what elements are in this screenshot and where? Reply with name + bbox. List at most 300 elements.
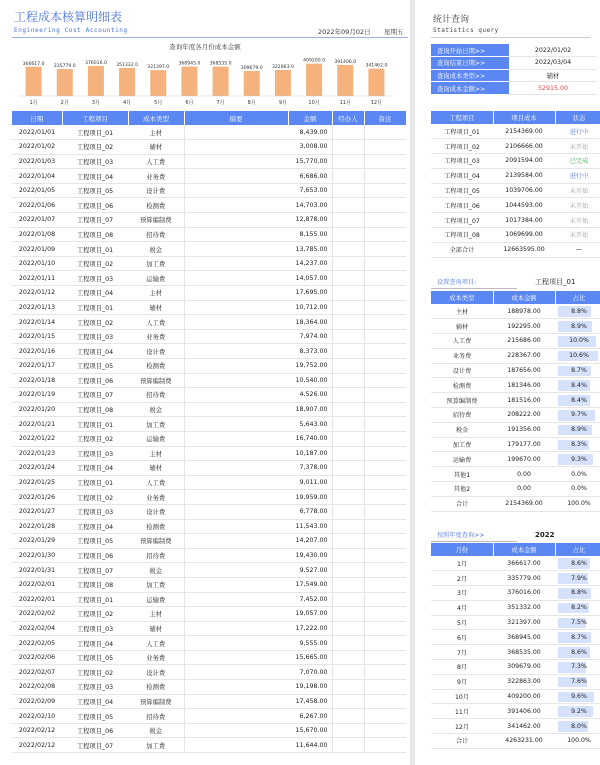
row-date: 2022/01/14 (12, 315, 62, 330)
project-name: 工程项目_03 (431, 154, 493, 169)
row-summary (184, 738, 288, 753)
ratio-text: 9.6% (571, 693, 587, 701)
table-row[interactable] (12, 431, 406, 446)
project-row[interactable] (431, 168, 600, 183)
chart-category-label: 11月 (339, 100, 351, 106)
cost-row-ratio (555, 348, 600, 363)
row-cost-type: 主材 (128, 125, 184, 140)
month-row-ratio (555, 645, 600, 660)
chart-value-label: 309679.0 (240, 65, 263, 71)
row-project: 工程项目_01 (62, 300, 128, 315)
row-cost-type: 检测费 (128, 680, 184, 695)
month-row-label: 11月 (431, 704, 493, 719)
month-row[interactable] (431, 630, 600, 645)
status-badge: 未开始 (555, 228, 600, 243)
row-amount: 9,011.00 (288, 475, 332, 490)
month-row[interactable] (431, 571, 600, 586)
row-project: 工程项目_04 (62, 286, 128, 301)
row-cost-type: 主材 (128, 446, 184, 461)
row-project: 工程项目_06 (62, 548, 128, 563)
cost-row[interactable] (431, 422, 600, 437)
table-row[interactable] (12, 373, 406, 388)
cost-row-label: 加工费 (431, 437, 493, 452)
row-remark (364, 709, 406, 724)
cost-row[interactable] (431, 393, 600, 408)
row-project: 工程项目_01 (62, 475, 128, 490)
chart-title: 查询年度各月份成本金额 (169, 43, 241, 51)
total-label: 全部合计 (431, 242, 493, 257)
table-row[interactable] (12, 402, 406, 417)
row-summary (184, 680, 288, 695)
chart-bar (275, 70, 291, 96)
cost-row[interactable] (431, 348, 600, 363)
project-name: 工程项目_01 (431, 124, 493, 139)
row-cost-type: 招待费 (128, 227, 184, 242)
chart-value-label: 321397.0 (147, 65, 170, 71)
row-cost-type: 业务费 (128, 490, 184, 505)
row-project: 工程项目_02 (62, 431, 128, 446)
chart-bar (368, 69, 384, 96)
project-cost: 1069699.00 (493, 228, 555, 243)
cost-row[interactable] (431, 408, 600, 423)
row-amount: 15,770.00 (288, 154, 332, 169)
month-row-amount: 351332.00 (493, 600, 555, 615)
query-start-row (431, 44, 597, 57)
month-row-ratio (555, 571, 600, 586)
row-summary (184, 650, 288, 665)
project-cost-table (431, 111, 600, 258)
row-amount: 19,959.00 (288, 490, 332, 505)
row-handler (332, 242, 364, 257)
table-row[interactable] (12, 154, 406, 169)
table-row[interactable] (12, 650, 406, 665)
table-row[interactable] (12, 300, 406, 315)
current-weekday: 星期五 (384, 28, 404, 36)
chart-value-label: 391406.0 (334, 59, 357, 65)
month-row-label: 2月 (431, 571, 493, 586)
project-row[interactable] (431, 213, 600, 228)
project-row[interactable] (431, 124, 600, 139)
table-row[interactable] (12, 359, 406, 374)
project-row[interactable] (431, 183, 600, 198)
cost-row-ratio (555, 467, 600, 482)
table-row[interactable] (12, 417, 406, 432)
row-summary (184, 213, 288, 228)
query-type-input[interactable]: 辅材 (509, 69, 597, 82)
header-cost-amount: 成本金额 (493, 291, 555, 304)
row-remark (364, 738, 406, 753)
table-row[interactable] (12, 723, 406, 738)
total-cell: 合计 (431, 496, 493, 511)
row-remark (364, 534, 406, 549)
header-cost-ratio: 占比 (555, 291, 600, 304)
row-amount: 7,653.00 (288, 183, 332, 198)
year-select-input[interactable]: 2022 (535, 531, 555, 539)
month-row-ratio (555, 660, 600, 675)
cost-row[interactable] (431, 319, 600, 334)
status-badge: 进行中 (555, 124, 600, 139)
row-project: 工程项目_03 (62, 446, 128, 461)
row-project: 工程项目_06 (62, 198, 128, 213)
month-row[interactable] (431, 586, 600, 601)
row-remark (364, 431, 406, 446)
cost-row[interactable] (431, 334, 600, 349)
month-row-amount: 321397.00 (493, 615, 555, 630)
cost-row-amount: 0.00 (493, 467, 555, 482)
month-row-label: 7月 (431, 645, 493, 660)
row-summary (184, 315, 288, 330)
table-row[interactable] (12, 329, 406, 344)
total-status: — (555, 242, 600, 257)
row-amount: 11,543.00 (288, 519, 332, 534)
month-row-amount: 368535.00 (493, 645, 555, 660)
row-summary (184, 577, 288, 592)
row-cost-type: 设计费 (128, 665, 184, 680)
row-amount: 17,222.00 (288, 621, 332, 636)
row-remark (364, 446, 406, 461)
project-select-label: 设置查询项目: (431, 277, 517, 289)
ratio-text: 8.8% (571, 307, 587, 315)
ratio-text: 7.9% (571, 574, 587, 582)
row-handler (332, 475, 364, 490)
row-date: 2022/01/26 (12, 490, 62, 505)
row-remark (364, 680, 406, 695)
row-amount: 7,452.00 (288, 592, 332, 607)
row-project: 工程项目_05 (62, 534, 128, 549)
row-amount: 9,527.00 (288, 563, 332, 578)
chart-category-label: 7月 (216, 100, 225, 106)
row-handler (332, 183, 364, 198)
row-date: 2022/01/21 (12, 417, 62, 432)
row-handler (332, 446, 364, 461)
row-summary (184, 344, 288, 359)
table-row[interactable] (12, 592, 406, 607)
row-date: 2022/01/15 (12, 329, 62, 344)
row-date: 2022/01/30 (12, 548, 62, 563)
row-handler (332, 169, 364, 184)
row-remark (364, 402, 406, 417)
month-row-ratio (555, 556, 600, 571)
table-row[interactable] (12, 461, 406, 476)
row-cost-type: 税金 (128, 402, 184, 417)
table-row[interactable] (12, 504, 406, 519)
row-handler (332, 738, 364, 753)
chart-value-label: 322863.0 (271, 65, 294, 71)
cost-row-ratio (555, 378, 600, 393)
table-row[interactable] (12, 286, 406, 301)
row-remark (364, 344, 406, 359)
chart-category-label: 8月 (247, 100, 256, 106)
row-date: 2022/01/09 (12, 242, 62, 257)
ratio-text: 8.7% (571, 633, 587, 641)
month-row-amount: 335779.00 (493, 571, 555, 586)
row-summary (184, 125, 288, 140)
chart-category-label: 1月 (29, 100, 38, 106)
month-row-ratio (555, 586, 600, 601)
row-cost-type: 预算编制费 (128, 373, 184, 388)
total-cell: 2154369.00 (493, 496, 555, 511)
month-row-label: 8月 (431, 660, 493, 675)
query-start-input[interactable]: 2022/01/02 (509, 44, 597, 57)
ratio-text: 8.6% (571, 559, 587, 567)
cost-row-ratio (555, 334, 600, 349)
row-date: 2022/01/24 (12, 461, 62, 476)
cost-row[interactable] (431, 363, 600, 378)
table-row[interactable] (12, 242, 406, 257)
table-row[interactable] (12, 577, 406, 592)
row-cost-type: 人工费 (128, 475, 184, 490)
cost-row-ratio (555, 482, 600, 497)
chart-value-label: 351332.0 (116, 62, 139, 68)
row-date: 2022/01/04 (12, 169, 62, 184)
cost-row[interactable] (431, 437, 600, 452)
table-row[interactable] (12, 475, 406, 490)
row-handler (332, 359, 364, 374)
row-handler (332, 534, 364, 549)
cost-row[interactable] (431, 452, 600, 467)
table-row[interactable] (12, 680, 406, 695)
row-project: 工程项目_04 (62, 169, 128, 184)
row-remark (364, 694, 406, 709)
row-summary (184, 242, 288, 257)
row-project: 工程项目_02 (62, 256, 128, 271)
row-cost-type: 加工费 (128, 256, 184, 271)
row-remark (364, 213, 406, 228)
row-summary (184, 227, 288, 242)
project-row[interactable] (431, 154, 600, 169)
row-remark (364, 271, 406, 286)
row-handler (332, 431, 364, 446)
ratio-text: 8.6% (571, 648, 587, 656)
cost-table-header (431, 291, 600, 304)
detail-table (12, 111, 407, 753)
month-row-amount: 409200.00 (493, 689, 555, 704)
month-table-header (431, 543, 600, 556)
detail-header-cell: 金额 (288, 111, 332, 125)
ratio-text: 8.8% (571, 589, 587, 597)
row-handler (332, 213, 364, 228)
month-row-amount: 366617.00 (493, 556, 555, 571)
row-summary (184, 504, 288, 519)
row-remark (364, 300, 406, 315)
row-date: 2022/01/03 (12, 154, 62, 169)
row-handler (332, 154, 364, 169)
month-row[interactable] (431, 719, 600, 734)
table-row[interactable] (12, 227, 406, 242)
row-project: 工程项目_01 (62, 417, 128, 432)
month-row[interactable] (431, 704, 600, 719)
table-row[interactable] (12, 388, 406, 403)
row-amount: 9,555.00 (288, 636, 332, 651)
row-date: 2022/01/22 (12, 431, 62, 446)
row-project: 工程项目_07 (62, 388, 128, 403)
table-row[interactable] (12, 125, 406, 140)
project-row[interactable] (431, 139, 600, 154)
row-project: 工程项目_01 (62, 125, 128, 140)
detail-header-cell: 日期 (12, 111, 62, 125)
row-project: 工程项目_03 (62, 504, 128, 519)
month-row[interactable] (431, 674, 600, 689)
chart-value-label: 366617.0 (22, 61, 45, 67)
row-cost-type: 辅材 (128, 621, 184, 636)
row-cost-type: 业务费 (128, 650, 184, 665)
row-date: 2022/01/31 (12, 563, 62, 578)
row-remark (364, 592, 406, 607)
cost-row-ratio (555, 422, 600, 437)
table-row[interactable] (12, 169, 406, 184)
row-remark (364, 286, 406, 301)
month-row-ratio (555, 615, 600, 630)
row-date: 2022/01/02 (12, 140, 62, 155)
cost-row-label: 检测费 (431, 378, 493, 393)
chart-category-label: 9月 (278, 100, 288, 106)
status-badge: 未开始 (555, 198, 600, 213)
table-row[interactable] (12, 738, 406, 753)
month-row-label: 9月 (431, 674, 493, 689)
table-row[interactable] (12, 563, 406, 578)
month-row[interactable] (431, 600, 600, 615)
row-project: 工程项目_04 (62, 519, 128, 534)
row-project: 工程项目_07 (62, 563, 128, 578)
month-row-amount: 376016.00 (493, 586, 555, 601)
month-row-label: 10月 (431, 689, 493, 704)
cost-row-amount: 215686.00 (493, 334, 555, 349)
table-row[interactable] (12, 621, 406, 636)
row-summary (184, 388, 288, 403)
header-month-ratio: 占比 (555, 543, 600, 556)
project-cost: 2139584.00 (493, 168, 555, 183)
month-row[interactable] (431, 689, 600, 704)
row-remark (364, 548, 406, 563)
row-cost-type: 辅材 (128, 461, 184, 476)
month-row[interactable] (431, 645, 600, 660)
cost-row[interactable] (431, 482, 600, 497)
row-amount: 17,458.00 (288, 694, 332, 709)
row-amount: 12,878.00 (288, 213, 332, 228)
ratio-text: 8.0% (571, 722, 587, 730)
row-date: 2022/01/06 (12, 198, 62, 213)
row-summary (184, 490, 288, 505)
row-summary (184, 475, 288, 490)
row-cost-type: 设计费 (128, 183, 184, 198)
table-row[interactable] (12, 213, 406, 228)
row-project: 工程项目_03 (62, 271, 128, 286)
row-date: 2022/02/04 (12, 621, 62, 636)
project-row[interactable] (431, 198, 600, 213)
total-cell: 合计 (431, 734, 493, 749)
row-handler (332, 650, 364, 665)
row-amount: 4,526.00 (288, 388, 332, 403)
cost-row[interactable] (431, 304, 600, 319)
cost-row-amount: 188978.00 (493, 304, 555, 319)
row-project: 工程项目_07 (62, 738, 128, 753)
table-row[interactable] (12, 709, 406, 724)
cost-type-table (431, 291, 600, 512)
table-row[interactable] (12, 315, 406, 330)
row-summary (184, 183, 288, 198)
ratio-text: 7.3% (571, 663, 587, 671)
row-amount: 13,785.00 (288, 242, 332, 257)
row-cost-type: 加工费 (128, 738, 184, 753)
row-summary (184, 694, 288, 709)
row-date: 2022/01/12 (12, 286, 62, 301)
table-row[interactable] (12, 183, 406, 198)
table-row[interactable] (12, 636, 406, 651)
row-remark (364, 607, 406, 622)
table-row[interactable] (12, 607, 406, 622)
table-row[interactable] (12, 519, 406, 534)
row-amount: 16,740.00 (288, 431, 332, 446)
cost-row-ratio (555, 393, 600, 408)
row-summary (184, 534, 288, 549)
row-summary (184, 256, 288, 271)
table-row[interactable] (12, 694, 406, 709)
row-handler (332, 577, 364, 592)
month-row[interactable] (431, 660, 600, 675)
row-remark (364, 621, 406, 636)
cost-row-label: 辅材 (431, 319, 493, 334)
table-row[interactable] (12, 490, 406, 505)
row-date: 2022/02/01 (12, 577, 62, 592)
project-cost: 1017384.00 (493, 213, 555, 228)
ratio-text: 7.5% (571, 619, 587, 627)
row-handler (332, 490, 364, 505)
month-row-label: 12月 (431, 719, 493, 734)
query-end-input[interactable]: 2022/03/04 (509, 57, 597, 70)
table-row[interactable] (12, 140, 406, 155)
table-row[interactable] (12, 534, 406, 549)
table-row[interactable] (12, 548, 406, 563)
row-remark (364, 315, 406, 330)
table-row[interactable] (12, 271, 406, 286)
cost-row[interactable] (431, 467, 600, 482)
month-row[interactable] (431, 556, 600, 571)
row-cost-type: 运输费 (128, 271, 184, 286)
row-summary (184, 271, 288, 286)
row-amount: 19,198.00 (288, 680, 332, 695)
project-row[interactable] (431, 228, 600, 243)
row-amount: 15,670.00 (288, 723, 332, 738)
row-remark (364, 519, 406, 534)
row-project: 工程项目_05 (62, 709, 128, 724)
row-date: 2022/01/18 (12, 373, 62, 388)
project-total-row (431, 242, 600, 257)
row-remark (364, 563, 406, 578)
chart-category-label: 12月 (370, 100, 383, 106)
project-table-header (431, 111, 600, 124)
table-row[interactable] (12, 665, 406, 680)
stats-divider (431, 37, 591, 38)
cost-row[interactable] (431, 378, 600, 393)
month-row-ratio (555, 674, 600, 689)
table-row[interactable] (12, 446, 406, 461)
project-select-input[interactable]: 工程项目_01 (535, 278, 576, 286)
status-badge: 未开始 (555, 213, 600, 228)
table-row[interactable] (12, 344, 406, 359)
row-project: 工程项目_08 (62, 402, 128, 417)
status-badge: 未开始 (555, 183, 600, 198)
row-cost-type: 人工费 (128, 315, 184, 330)
month-row[interactable] (431, 615, 600, 630)
cost-row-label: 运输费 (431, 452, 493, 467)
table-row[interactable] (12, 198, 406, 213)
table-row[interactable] (12, 256, 406, 271)
chart-bar (150, 70, 166, 96)
detail-header-cell: 摘要 (184, 111, 288, 125)
row-cost-type: 预算编制费 (128, 213, 184, 228)
query-start-label: 查询开始日期>> (431, 44, 509, 57)
row-summary (184, 621, 288, 636)
